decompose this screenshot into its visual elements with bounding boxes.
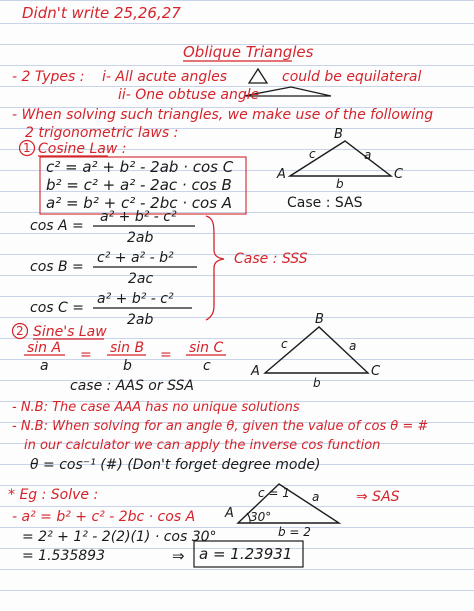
case-sas: Case : SAS	[287, 195, 363, 211]
note-nb2-line3: θ = cos⁻¹ (#) (Don't forget degree mode)	[30, 457, 321, 473]
sine-case: case : AAS or SSA	[70, 378, 194, 394]
note-nb1: - N.B: The case AAA has no unique solutions	[12, 400, 300, 415]
types-item1: i- All acute angles	[102, 69, 228, 85]
acute-triangle-sketch	[249, 69, 267, 83]
example-line2: = 2² + 1² - 2(2)(1) · cos 30°	[22, 529, 217, 545]
note-nb2-line1: - N.B: When solving for an angle θ, given the value of cos θ = #	[12, 419, 429, 434]
types-item1-note: could be equilateral	[282, 69, 422, 85]
cosine-law-heading: Cosine Law :	[38, 141, 127, 157]
sine-den2: b	[123, 358, 132, 374]
cosine-eq2: b² = c² + a² - 2ac · cos B	[46, 176, 232, 194]
case-sss: Case : SSS	[234, 251, 308, 267]
tri1-label-C: C	[394, 167, 404, 182]
tri2-label-b: b	[313, 376, 321, 390]
triangle-abc-cosine	[290, 141, 391, 176]
sine-den1: a	[40, 358, 49, 374]
page-title: Oblique Triangles	[183, 43, 314, 61]
intro-line2: 2 trigonometric laws :	[25, 125, 179, 141]
tri1-label-a: a	[364, 148, 372, 162]
cosA-num: a² + b² - c²	[100, 209, 177, 225]
tri3-label-b: b = 2	[278, 525, 311, 539]
tri2-label-C: C	[371, 364, 381, 379]
tri3-label-a: a	[312, 490, 320, 504]
tri3-label-A: A	[225, 506, 234, 521]
tri2-label-A: A	[251, 364, 260, 379]
cosB-num: c² + a² - b²	[97, 250, 174, 266]
example-line1: - a² = b² + c² - 2bc · cos A	[12, 509, 196, 525]
sine-law-heading: Sine's Law	[33, 324, 107, 340]
tri3-label-angle: 30°	[250, 510, 272, 524]
sine-den3: c	[203, 358, 211, 374]
cosB-den: 2ac	[128, 271, 154, 287]
cosine-eq1: c² = a² + b² - 2ab · cos C	[46, 158, 234, 176]
tri1-label-b: b	[336, 177, 344, 191]
cosC-num: a² + b² - c²	[97, 291, 174, 307]
sine-eq1: =	[80, 347, 92, 363]
sine-num1: sin A	[27, 340, 62, 356]
cosA-lhs: cos A =	[30, 218, 84, 234]
tri3-label-c: c = 1	[258, 486, 290, 500]
header-note: Didn't write 25,26,27	[22, 4, 181, 22]
types-item2: ii- One obtuse angle	[118, 87, 260, 103]
cosC-den: 2ab	[127, 312, 154, 328]
tri1-label-B: B	[334, 127, 343, 142]
types-prefix: - 2 Types :	[12, 69, 85, 85]
cosine-eq3: a² = b² + c² - 2bc · cos A	[46, 194, 233, 212]
tri1-label-c: c	[309, 147, 316, 161]
example-case: ⇒ SAS	[356, 489, 400, 505]
example-line3: = 1.535893	[22, 548, 105, 564]
example-answer: a = 1.23931	[199, 545, 293, 563]
tri2-label-c: c	[281, 337, 288, 351]
intro-line1: - When solving such triangles, we make use of the following	[12, 107, 434, 123]
sine-num3: sin C	[189, 340, 224, 356]
tri1-label-A: A	[277, 167, 286, 182]
example-heading: * Eg : Solve :	[8, 487, 99, 503]
note-nb2-line2: in our calculator we can apply the inverse cos function	[24, 438, 381, 453]
cosB-lhs: cos B =	[30, 259, 84, 275]
example-arrow: ⇒	[172, 547, 185, 565]
cosine-law-number: 1	[23, 141, 31, 155]
tri2-label-a: a	[349, 339, 357, 353]
tri2-label-B: B	[315, 312, 324, 327]
sine-law-number: 2	[16, 324, 24, 338]
cosC-lhs: cos C =	[30, 300, 84, 316]
cosA-den: 2ab	[127, 230, 154, 246]
sine-num2: sin B	[110, 340, 145, 356]
sine-eq2: =	[160, 347, 172, 363]
